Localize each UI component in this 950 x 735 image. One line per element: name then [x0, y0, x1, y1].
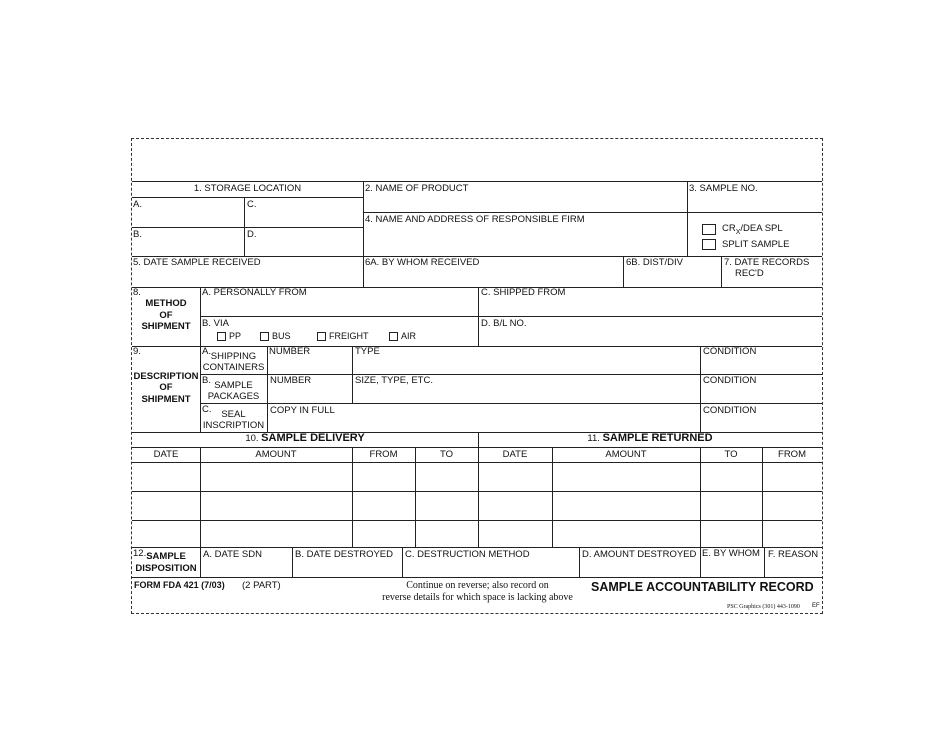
date-records-label-2: REC'D [735, 268, 764, 279]
printer-credit: PSC Graphics (301) 443-1090 [727, 604, 800, 610]
sample-number-field[interactable] [689, 193, 821, 211]
via-pp-label: PP [229, 331, 242, 341]
via-freight-checkbox[interactable] [317, 332, 326, 341]
rule [132, 577, 822, 578]
received-by-label: 6A. BY WHOM RECEIVED [365, 257, 480, 268]
by-whom-label: E. BY WHOM [702, 548, 760, 559]
form-parts: (2 PART) [242, 580, 281, 591]
personally-from-label: A. PERSONALLY FROM [202, 287, 307, 298]
delivery-amount-header: AMOUNT [255, 449, 297, 460]
sample-packages-letter: B. [202, 375, 211, 386]
method-label: OF [159, 310, 173, 321]
via-pp-checkbox[interactable] [217, 332, 226, 341]
rule [132, 447, 822, 448]
crx-dea-checkbox[interactable] [702, 224, 716, 235]
via-freight-label: FREIGHT [329, 331, 369, 341]
containers-condition-label: CONDITION [703, 346, 757, 357]
description-number: 9. [133, 346, 141, 357]
rule [200, 547, 201, 577]
description-label: SHIPMENT [141, 394, 191, 405]
sample-packages-label: SAMPLE [214, 380, 253, 391]
product-name-field[interactable] [364, 193, 686, 211]
responsible-firm-field[interactable] [364, 224, 686, 255]
date-received-label: 5. DATE SAMPLE RECEIVED [133, 257, 261, 268]
via-label: B. VIA [202, 318, 229, 329]
shipping-containers-label: SHIPPING [210, 351, 257, 362]
storage-location-b-label: B. [133, 229, 142, 240]
ef-mark: EF [812, 603, 820, 609]
rule [700, 547, 701, 577]
via-air-label: AIR [401, 331, 417, 341]
storage-location-b-field[interactable] [133, 237, 243, 255]
date-sdn-label: A. DATE SDN [203, 549, 262, 560]
dist-div-label: 6B. DIST/DIV [626, 257, 684, 268]
description-label: OF [159, 382, 173, 393]
rule [687, 212, 822, 213]
continue-note: reverse details for which space is lacking above [382, 592, 573, 603]
containers-number-label: NUMBER [269, 346, 311, 357]
date-received-field[interactable] [133, 268, 362, 286]
via-bus-label: BUS [272, 331, 291, 341]
rule [363, 212, 687, 213]
rule [402, 547, 403, 577]
rule [700, 346, 701, 432]
sample-returned-title: 11. SAMPLE RETURNED [587, 432, 713, 444]
reason-label: F. REASON [768, 549, 819, 560]
rule [687, 181, 688, 256]
storage-location-a-field[interactable] [133, 207, 243, 226]
storage-location-c-label: C. [247, 199, 257, 210]
sample-delivery-title: 10. SAMPLE DELIVERY [245, 432, 365, 444]
rule [552, 447, 553, 547]
containers-type-label: TYPE [355, 346, 380, 357]
seal-inscription-label: INSCRIPTION [202, 420, 265, 431]
rule [132, 227, 363, 228]
split-sample-label: SPLIT SAMPLE [722, 239, 790, 250]
delivery-from-header: FROM [369, 449, 398, 460]
copy-in-full-label: COPY IN FULL [270, 405, 335, 416]
date-destroyed-label: B. DATE DESTROYED [295, 549, 394, 560]
crx-dea-label: $CR_X$/DEA SPL [722, 223, 783, 236]
continue-note: Continue on reverse; also record on [406, 580, 549, 591]
destruction-method-label: C. DESTRUCTION METHOD [405, 549, 530, 560]
rule [415, 447, 416, 547]
rule [132, 520, 822, 521]
disposition-label: DISPOSITION [135, 563, 197, 574]
returned-amount-header: AMOUNT [605, 449, 647, 460]
delivery-date-header: DATE [153, 449, 179, 460]
date-records-label: 7. DATE RECORDS [724, 257, 810, 268]
rule [700, 447, 701, 547]
shipping-containers-label: CONTAINERS [202, 362, 265, 373]
description-label: DESCRIPTION [133, 371, 199, 382]
storage-location-c-field[interactable] [246, 207, 362, 226]
form-number: FORM FDA 421 (7/03) [134, 580, 225, 590]
rule [132, 462, 822, 463]
received-by-field[interactable] [364, 268, 622, 286]
rule [292, 547, 293, 577]
rule [200, 316, 822, 317]
method-label: METHOD [145, 298, 187, 309]
rule [352, 447, 353, 547]
rule [132, 197, 363, 198]
sample-packages-label: PACKAGES [207, 391, 260, 402]
seal-inscription-label: SEAL [221, 409, 246, 420]
sample-number-label: 3. SAMPLE NO. [689, 183, 758, 194]
rule [200, 403, 822, 404]
rule [132, 181, 822, 182]
rule [132, 491, 822, 492]
seal-condition-label: CONDITION [703, 405, 757, 416]
packages-number-label: NUMBER [270, 375, 312, 386]
seal-inscription-letter: C. [202, 404, 212, 415]
disposition-label: SAMPLE [146, 551, 186, 562]
rule [762, 447, 763, 547]
method-number: 8. [133, 287, 141, 298]
product-name-label: 2. NAME OF PRODUCT [365, 183, 469, 194]
rule [764, 547, 765, 577]
rule [267, 346, 268, 432]
delivery-to-header: TO [439, 449, 454, 460]
via-air-checkbox[interactable] [389, 332, 398, 341]
rule [244, 197, 245, 256]
form-title: SAMPLE ACCOUNTABILITY RECORD [591, 580, 814, 594]
shipped-from-label: C. SHIPPED FROM [481, 287, 566, 298]
rule [352, 346, 353, 403]
shipping-containers-letter: A. [202, 346, 211, 357]
packages-condition-label: CONDITION [703, 375, 757, 386]
rule [200, 447, 201, 547]
rule [721, 256, 722, 287]
amount-destroyed-label: D. AMOUNT DESTROYED [582, 549, 697, 560]
storage-location-d-field[interactable] [246, 237, 362, 255]
packages-size-label: SIZE, TYPE, ETC. [355, 375, 433, 386]
method-label: SHIPMENT [141, 321, 191, 332]
dist-div-field[interactable] [624, 268, 720, 286]
rule [579, 547, 580, 577]
returned-from-header: FROM [778, 449, 806, 460]
split-sample-checkbox[interactable] [702, 239, 716, 250]
bl-number-label: D. B/L NO. [481, 318, 527, 329]
rule [478, 287, 479, 346]
storage-location-a-label: A. [133, 199, 142, 210]
returned-date-header: DATE [502, 449, 528, 460]
storage-location-d-label: D. [247, 229, 257, 240]
disposition-number: 12. [133, 548, 147, 559]
storage-location-title: 1. STORAGE LOCATION [193, 183, 302, 194]
responsible-firm-label: 4. NAME AND ADDRESS OF RESPONSIBLE FIRM [365, 214, 585, 225]
returned-to-header: TO [724, 449, 738, 460]
via-bus-checkbox[interactable] [260, 332, 269, 341]
